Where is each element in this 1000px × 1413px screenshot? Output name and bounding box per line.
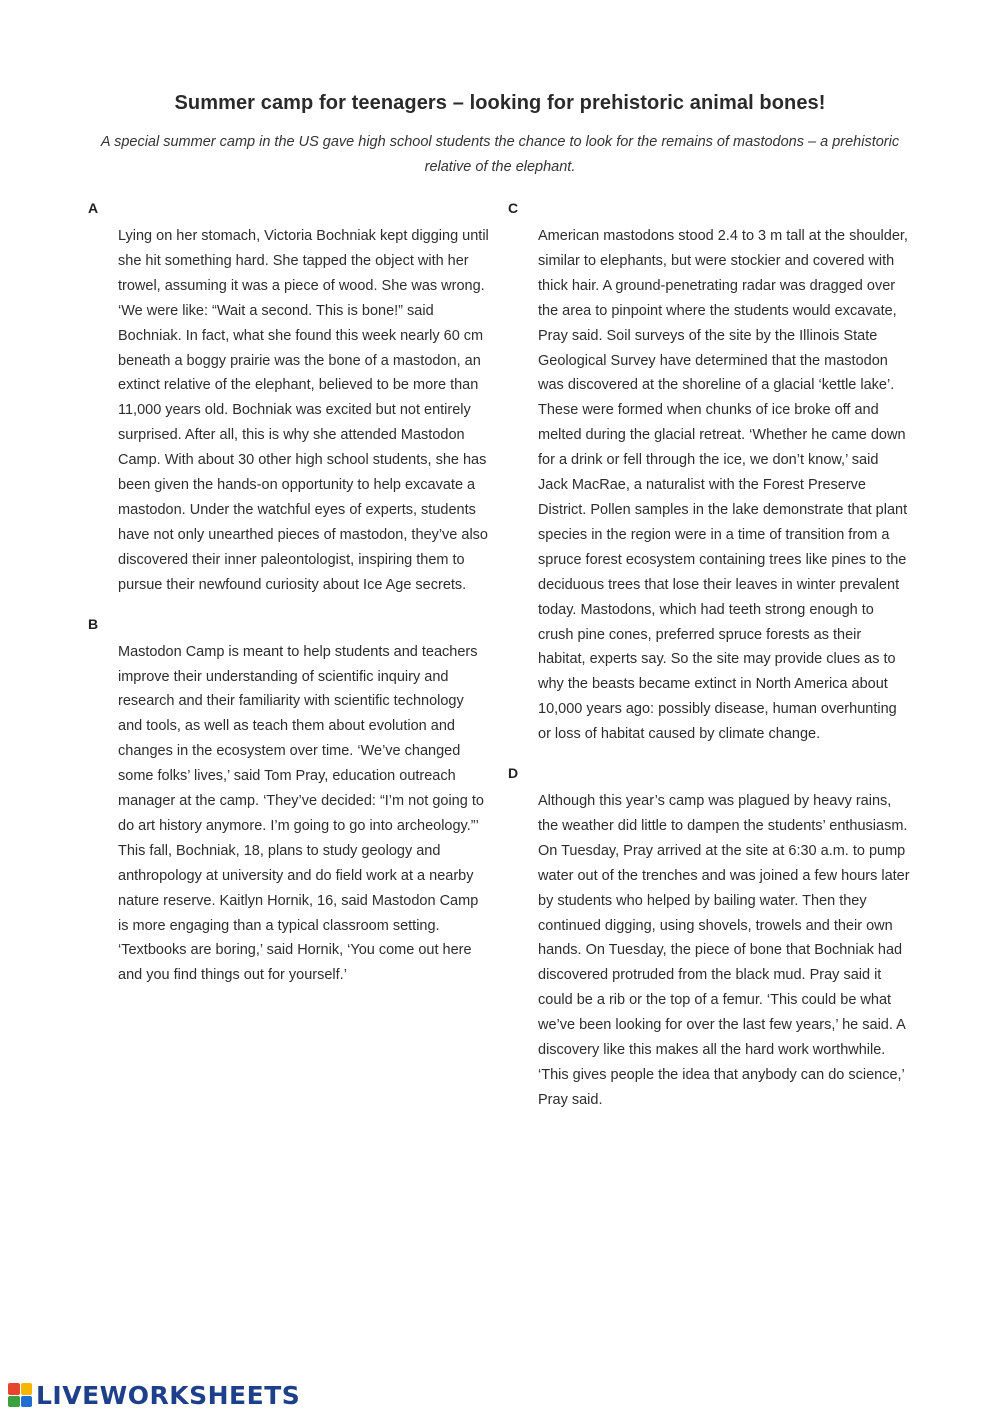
right-column	[508, 198, 910, 1113]
section-letter-c: C	[508, 200, 519, 216]
section-text-a: Lying on her stomach, Victoria Bochniak kept digging until she hit something hard. She tapped the object with her trowel, assuming it was a piece of wood. She was wrong. ‘We were like: “Wait a second. This is bone!” said Bochniak. In fact, what she found this week nearly 60 cm beneath a boggy prairie was the bone of a mastodon, an extinct relative of the elephant, believed to be more than 11,000 years old. Bochniak was excited but not entirely surprised. After all, this is why she attended Mastodon Camp. With about 30 other high school students, she has been given the hands-on opportunity to help excavate a mastodon. Under the watchful eyes of experts, students have not only unearthed pieces of mastodon, they’ve also discovered their inner paleontologist, inspiring them to pursue their newfound curiosity about Ice Age secrets.	[118, 228, 489, 593]
page-title: Summer camp for teenagers – looking for prehistoric animal bones!	[174, 92, 826, 114]
left-column	[88, 198, 489, 988]
logo-square-red	[8, 1383, 20, 1395]
section-letter-d: D	[508, 765, 519, 782]
section-text-c: American mastodons stood 2.4 to 3 m tall at the shoulder, similar to elephants, but were stockier and covered with thick hair. A ground-penetrating radar was dragged over the area to pinpoint where the students would excavate, Pray said. Soil surveys of the site by the Illinois State Geological Survey have determined that the mastodon was discovered at the shoreline of a glacial ‘kettle lake’. These were formed when chunks of ice broke off and melted during the glacial retreat. ‘Whether he came down for a drink or fell through the ice, we don’t know,’ said Jack MacRae, a naturalist with the Forest Preserve District. Pollen samples in the lake demonstrate that plant species in the region were in a time of transition from a spruce forest ecosystem containing trees like pines to the deciduous trees that lose their leaves in winter prevalent today. Mastodons, which had teeth strong enough to crush pine cones, preferred spruce forests as their habitat, experts say. So the site may provide clues as to why the beasts became extinct in North America about 10,000 years ago: possibly disease, human overhunting or loss of habitat caused by climate change.	[538, 228, 908, 743]
section-letter-b: B	[88, 615, 99, 632]
liveworksheets-logo[interactable]	[8, 1380, 300, 1410]
logo-square-blue	[21, 1396, 33, 1408]
liveworksheets-logo-text: LIVEWORKSHEETS	[36, 1380, 301, 1410]
liveworksheets-logo-icon	[8, 1383, 32, 1407]
logo-square-yellow	[21, 1383, 33, 1395]
page-subtitle: A special summer camp in the US gave high school students the chance to look for the remains of mastodons – a prehistoric relative of the elephant.	[100, 134, 900, 175]
logo-square-green	[8, 1396, 20, 1408]
section-text-d: Although this year’s camp was plagued by heavy rains, the weather did little to dampen the students’ enthusiasm. On Tuesday, Pray arrived at the site at 6:30 a.m. to pump water out of the trenches and was joined a few hours later by students who helped by bailing water. Then they continued digging, using shovels, trowels and their own hands. On Tuesday, the piece of bone that Bochniak had discovered protruded from the black mud. Pray said it could be a rib or the top of a femur. ‘This could be what we’ve been looking for over the last few years,’ he said. A discovery like this makes all the hard work worthwhile. ‘This gives people the idea that anybody can do science,’ Pray said.	[538, 793, 910, 1108]
section-letter-a: A	[88, 200, 99, 216]
section-text-b: Mastodon Camp is meant to help students and teachers improve their understanding of scientific inquiry and research and their familiarity with scientific technology and tools, as well as teach them about evolution and changes in the ecosystem over time. ‘We’ve changed some folks’ lives,’ said Tom Pray, education outreach manager at the camp. ‘They’ve decided: “I’m not going to do art history anymore. I’m going to go into archeology.”’ This fall, Bochniak, 18, plans to study geology and anthropology at university and do field work at a nearby nature reserve. Kaitlyn Hornik, 16, said Mastodon Camp is more engaging than a typical classroom setting. ‘Textbooks are boring,’ said Hornik, ‘You come out here and you find things out for yourself.’	[118, 643, 484, 984]
